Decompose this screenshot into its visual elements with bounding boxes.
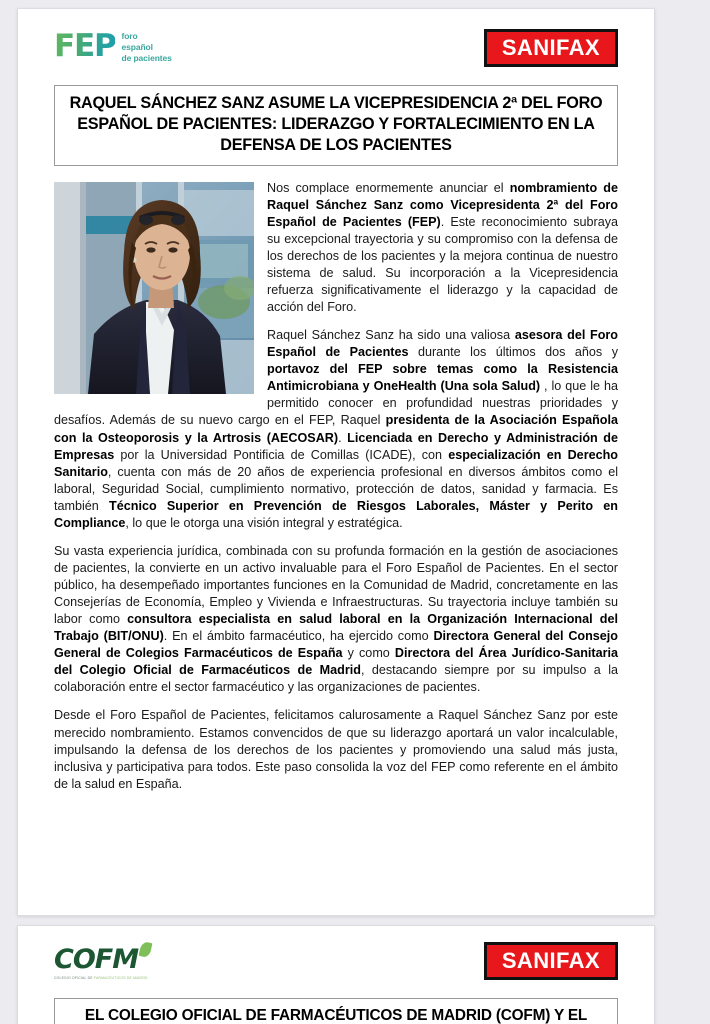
cofm-subtitle-accent: FARMACÉUTICOS DE MADRID	[93, 976, 148, 980]
page-2-title: EL COLEGIO OFICIAL DE FARMACÉUTICOS DE MADRID (COFM) Y EL	[84, 1007, 588, 1024]
fep-logo-mark: FEP	[54, 27, 116, 64]
article-paragraph-2: Raquel Sánchez Sanz ha sido una valiosa asesora del Foro Español de Pacientes durante los últimos dos años y portavoz del FEP sobre temas como la Resistencia Antimicrobiana y OneHealth (Una sola Salud) , lo que le ha permitido conocer en profundidad nuestras prioridades y desafíos. Además de su nuevo cargo en el FEP, Raquel presidenta de la Asociación Española con la Osteoporosis y la Artrosis (AECOSAR). Licenciada en Derecho y Administración de Empresas por la Universidad Pontificia de Comillas (ICADE), con especialización en Derecho Sanitario, cuenta con más de 20 años de experiencia profesional en diversos ámbitos como el laboral, Seguridad Social, cumplimiento normativo, protección de datos, sanidad y farmacia. Es también Técnico Superior en Prevención de Riesgos Laborales, Máster y Perito en Compliance, lo que le otorga una visión integral y estratégica.	[54, 328, 619, 530]
article-body	[54, 180, 618, 793]
fep-logo-line-1: foro	[121, 31, 138, 41]
sanifax-badge-page-1: SANIFAX	[484, 29, 618, 67]
document-page-2	[17, 925, 655, 1024]
page-2-headline-box	[54, 998, 618, 1024]
article-paragraph-4: Desde el Foro Español de Pacientes, felicitamos calurosamente a Raquel Sánchez Sanz por este merecido nombramiento. Estamos convencidos de que su liderazgo aportará un valor incalculable, impulsando la defensa de los derechos de los pacientes y promoviendo una salud más justa, inclusiva y participativa para todos. Este paso consolida la voz del FEP como referente en el ámbito de la salud en España.	[54, 708, 618, 791]
document-page-1	[17, 8, 655, 916]
page-1-header	[54, 29, 618, 73]
page-1-headline-box	[54, 85, 618, 166]
leaf-icon	[138, 941, 152, 958]
article-paragraph-1: Nos complace enormemente anunciar el nombramiento de Raquel Sánchez Sanz como Vicepresidenta 2ª del Foro Español de Pacientes (FEP). Este reconocimiento subraya su excepcional trayectoria y su compromiso con la defensa de los derechos de los pacientes y la mejora continua de nuestro sistema de salud. Su incorporación a la Vicepresidencia refuerza significativamente el liderazgo y la capacidad de acción del Foro.	[267, 180, 618, 315]
portrait-photo	[54, 182, 254, 394]
fep-logo	[54, 29, 172, 64]
page-title: RAQUEL SÁNCHEZ SANZ ASUME LA VICEPRESIDENCIA 2ª DEL FORO ESPAÑOL DE PACIENTES: LIDERAZGO Y FORTALECIMIENTO EN LA DEFENSA DE LOS PACIENTES	[69, 94, 603, 154]
cofm-logo	[54, 942, 148, 980]
page-2-header	[54, 942, 618, 986]
article-paragraph-3: Su vasta experiencia jurídica, combinada con su profunda formación en la gestión de asociaciones de pacientes, la convierte en un activo invaluable para el Foro Español de Pacientes. En el sector público, ha desempeñado importantes funciones en la Comunidad de Madrid, concretamente en las Consejerías de Economía, Empleo y Vivienda e Infraestructuras. Su trayectoria incluye también su labor como consultora especialista en salud laboral en la Organización Internacional del Trabajo (BIT/ONU). En el ámbito farmacéutico, ha ejercido como Directora General del Consejo General de Colegios Farmacéuticos de España y como Directora del Área Jurídico-Sanitaria del Colegio Oficial de Farmacéuticos de Madrid, destacando siempre por su impulso a la colaboración entre el sector farmacéutico y las organizaciones de pacientes.	[54, 543, 618, 695]
cofm-logo-subtitle	[54, 976, 148, 980]
fep-logo-line-2: español	[121, 41, 153, 52]
fep-logo-wordmark	[121, 29, 171, 64]
fep-logo-line-3: de pacientes	[121, 52, 172, 63]
cofm-logo-mark: COFM	[54, 944, 139, 975]
cofm-subtitle-dark: COLEGIO OFICIAL DE	[54, 976, 93, 980]
sanifax-badge-page-2: SANIFAX	[484, 942, 618, 980]
